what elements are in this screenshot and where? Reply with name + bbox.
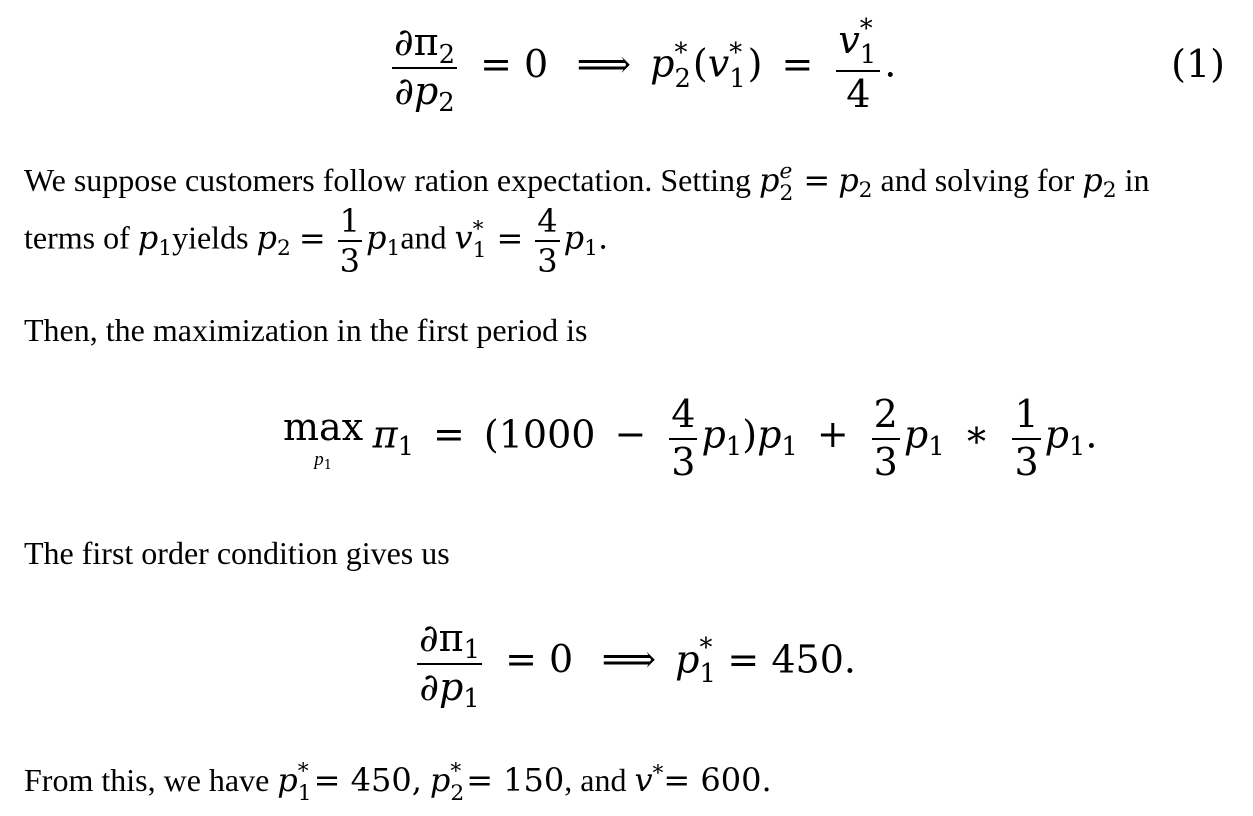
p1-scripts [297, 758, 312, 806]
p2-value: = 150 [466, 761, 565, 799]
star-superscript: * [297, 758, 309, 784]
period: . [884, 41, 897, 86]
subscript: 1 [397, 431, 415, 462]
close-paren: ) [742, 412, 758, 457]
equals-sign: = [496, 218, 524, 257]
v-scripts [729, 37, 746, 94]
equals-zero: = 0 [480, 41, 549, 86]
p-variable: p [563, 218, 585, 257]
p-variable: p [838, 161, 859, 199]
p-variable: p [137, 218, 159, 257]
numerator: 1 [1012, 392, 1040, 440]
max-under-variable: p [314, 449, 324, 471]
p1-value: = 450, [313, 761, 422, 799]
star-superscript: * [699, 633, 713, 664]
p2-scripts [450, 758, 465, 806]
denominator: 3 [537, 242, 558, 281]
denominator: 3 [873, 439, 898, 484]
fraction-four-thirds [535, 202, 559, 281]
denominator: 4 [846, 72, 871, 117]
open-paren: ( [692, 41, 708, 86]
star-superscript: * [450, 758, 462, 784]
text: and solving for [872, 162, 1083, 198]
period: . [597, 218, 609, 257]
equation-first-order [413, 616, 856, 714]
times-sign: ∗ [963, 412, 990, 457]
subscript: 1 [323, 457, 332, 473]
text: yields [172, 219, 257, 256]
text: terms of [24, 219, 138, 256]
subscript: 1 [729, 63, 746, 94]
partial-derivative-fraction [417, 616, 482, 714]
equation-maximization [283, 392, 1098, 485]
minus-sign: − [614, 412, 647, 457]
fraction-two-thirds [872, 392, 900, 485]
paragraph-rational-expectation [24, 160, 1149, 205]
partial-derivative-fraction [392, 20, 457, 119]
max-operator [283, 405, 364, 473]
denominator: 3 [339, 242, 361, 281]
equation-number: (1) [1171, 42, 1225, 86]
text: From this, we have [24, 762, 278, 798]
close-paren: ) [747, 41, 763, 86]
equation-1 [388, 14, 897, 119]
equals-sign: = [781, 41, 814, 86]
equals-zero: = 0 [505, 637, 574, 682]
subscript: 2 [450, 780, 465, 806]
subscript: 1 [1068, 431, 1086, 462]
subscript: 1 [859, 40, 877, 70]
implies-symbol: ⟹ [601, 637, 657, 682]
subscript: 1 [699, 659, 716, 690]
numerator: 4 [535, 202, 559, 242]
text: in [1116, 162, 1150, 198]
e-superscript: e [779, 158, 793, 184]
fraction-four-thirds [669, 392, 697, 485]
denominator-subscript: 2 [438, 88, 455, 119]
subscript: 1 [584, 235, 598, 261]
v-variable: v [707, 41, 730, 86]
paragraph-terms-of-p1 [24, 202, 608, 281]
numerator-subscript: 1 [463, 635, 481, 666]
v-variable: v [454, 218, 473, 257]
subscript: 1 [725, 431, 743, 462]
subscript: 2 [858, 178, 873, 204]
p-variable: p [903, 412, 929, 457]
p-variable: p [277, 761, 298, 799]
subscript: 2 [1102, 178, 1117, 204]
subscript: 1 [928, 431, 945, 462]
equals-sign: = [298, 218, 326, 257]
period: . [1085, 412, 1098, 457]
star-superscript: * [674, 37, 688, 68]
v-value: = 600 [663, 761, 762, 799]
implies-symbol: ⟹ [576, 41, 632, 86]
denominator: ∂p [419, 664, 464, 709]
numerator-subscript: 2 [438, 39, 456, 70]
subscript: 1 [297, 780, 312, 806]
fraction-one-third [338, 202, 362, 281]
max-label: max [283, 405, 364, 450]
numerator: 2 [872, 392, 900, 440]
p-variable: p [650, 41, 675, 86]
denominator: ∂p [394, 68, 439, 113]
v-scripts [859, 14, 877, 70]
paragraph-maximization: Then, the maximization in the first period is [24, 312, 588, 348]
p-variable: p [701, 412, 726, 457]
p-scripts [674, 37, 691, 94]
subscript: 1 [472, 238, 487, 264]
star-superscript: * [652, 761, 664, 787]
text: We suppose customers follow ration expectation. Setting [24, 162, 760, 198]
p-variable: p [366, 218, 387, 257]
paragraph-results [24, 760, 772, 805]
plus-sign: + [816, 412, 849, 457]
open-term: (1000 [483, 412, 596, 457]
rhs-fraction [836, 14, 880, 118]
subscript: 1 [386, 235, 401, 261]
text: and [400, 219, 455, 256]
equals-sign: = [803, 161, 831, 199]
fraction-one-third [1012, 392, 1040, 485]
denominator: 3 [1014, 439, 1039, 484]
equals-sign: = [433, 412, 465, 457]
p-variable: p [675, 637, 700, 682]
denominator: 3 [671, 439, 696, 484]
numerator: 1 [338, 202, 362, 242]
v-scripts [472, 216, 487, 264]
v-variable: v [634, 761, 653, 799]
numerator: ∂π [394, 20, 439, 65]
v-variable: v [838, 18, 860, 62]
p-variable: p [1044, 412, 1069, 457]
subscript: 2 [674, 63, 691, 94]
subscript: 2 [779, 180, 794, 206]
p-variable: p [429, 761, 451, 799]
subscript: 1 [781, 431, 798, 462]
p-variable: p [256, 218, 277, 257]
star-superscript: * [729, 37, 743, 68]
p-variable: p [1082, 161, 1103, 199]
p-variable: p [757, 412, 782, 457]
numerator: 4 [669, 392, 697, 440]
rhs-value: = 450. [727, 637, 856, 682]
subscript: 2 [277, 235, 291, 261]
subscript: 1 [158, 235, 173, 261]
paragraph-first-order-condition: The first order condition gives us [24, 535, 450, 571]
pi-variable: π [372, 412, 398, 457]
star-superscript: * [472, 216, 484, 242]
text: , and [564, 762, 635, 798]
p-variable: p [759, 161, 780, 199]
period: . [761, 761, 772, 799]
p-scripts [699, 633, 716, 690]
denominator-subscript: 1 [463, 683, 480, 714]
p-scripts [779, 158, 794, 206]
star-superscript: * [859, 14, 873, 45]
numerator: ∂π [419, 616, 464, 660]
